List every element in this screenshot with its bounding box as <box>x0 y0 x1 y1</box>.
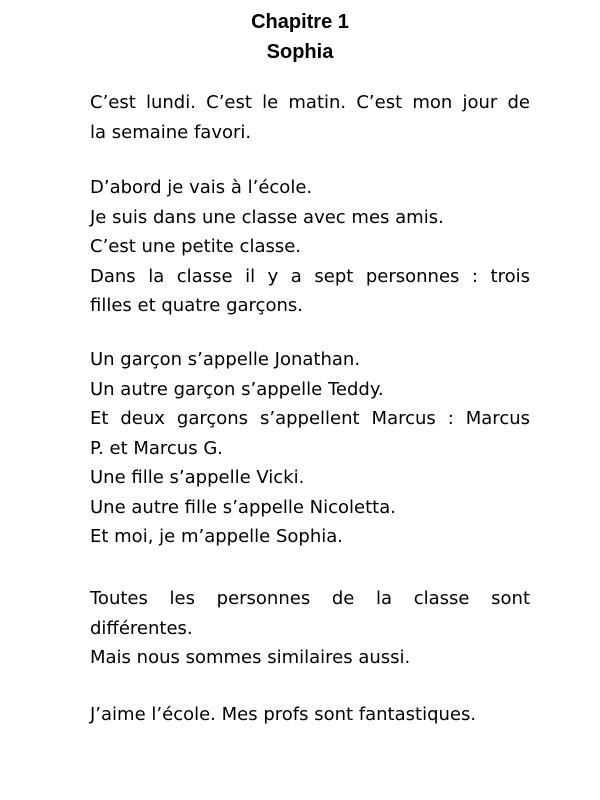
text-line: Toutes les personnes de la classe sont <box>90 588 530 609</box>
paragraph-4 <box>90 584 530 673</box>
text-line: Dans la classe il y a sept personnes : trois <box>90 265 530 287</box>
text-line: C’est une petite classe. <box>90 236 302 257</box>
text-line: C’est lundi. C’est le matin. C’est mon jour de <box>90 92 530 113</box>
text-line: Une fille s’appelle Vicki. <box>90 467 305 488</box>
paragraph-1 <box>90 88 530 147</box>
chapter-number: Chapitre 1 <box>251 11 349 33</box>
text-line: la semaine favori. <box>90 121 252 143</box>
paragraph-3 <box>90 345 530 552</box>
text-line: D’abord je vais à l’école. <box>90 177 313 198</box>
text-line: Un autre garçon s’appelle Teddy. <box>90 378 384 400</box>
text-line: Et deux garçons s’appellent Marcus : Marcus <box>90 408 530 429</box>
text-line: différentes. <box>90 617 193 639</box>
text-line: P. et Marcus G. <box>90 437 223 459</box>
text-line: filles et quatre garçons. <box>90 295 303 316</box>
paragraph-5 <box>90 700 530 730</box>
text-line: Une autre fille s’appelle Nicoletta. <box>90 496 396 518</box>
text-line: Et moi, je m’appelle Sophia. <box>90 526 343 547</box>
chapter-title: Sophia <box>266 41 334 63</box>
text-line: Je suis dans une classe avec mes amis. <box>90 206 444 228</box>
paragraph-2 <box>90 173 530 321</box>
text-line: J’aime l’école. Mes profs sont fantastiques. <box>90 704 477 725</box>
text-line: Un garçon s’appelle Jonathan. <box>90 349 361 370</box>
text-line: Mais nous sommes similaires aussi. <box>90 647 411 668</box>
